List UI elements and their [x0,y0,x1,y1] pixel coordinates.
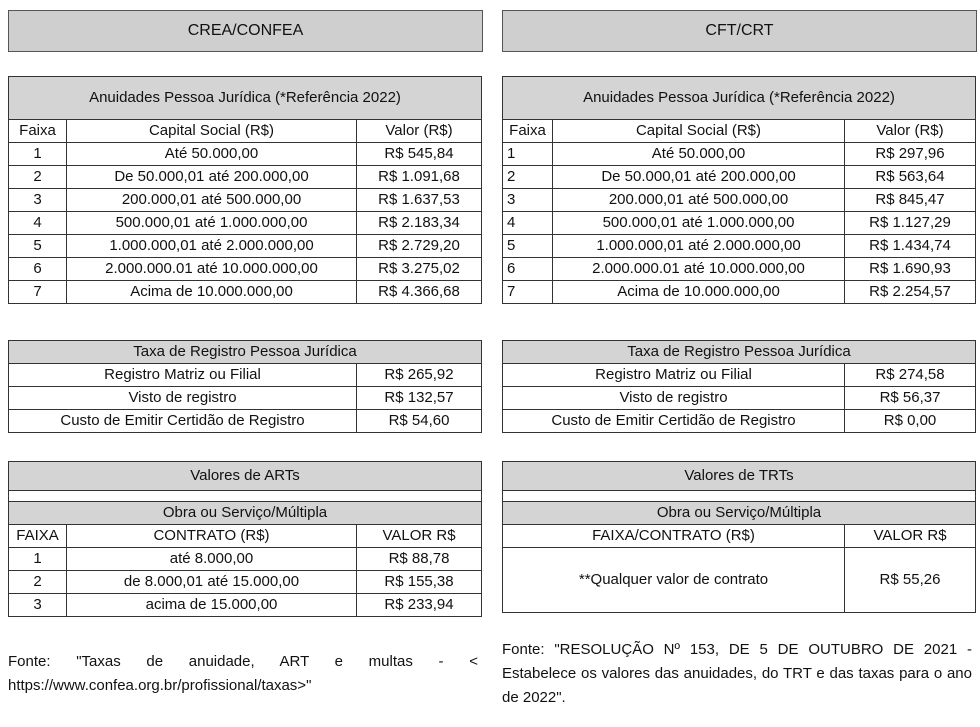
cft-trt-subtitle: Obra ou Serviço/Múltipla [503,502,976,525]
table-cell: 200.000,01 até 500.000,00 [67,189,357,212]
table-cell: R$ 563,64 [845,166,976,189]
table-cell: R$ 54,60 [357,410,482,433]
cft-source-note: Fonte: "RESOLUÇÃO Nº 153, DE 5 DE OUTUBRO DE 2021 - Estabelece os valores das anuidades, do TRT e das taxas para o ano de 2022". [502,641,972,706]
table-row [503,166,976,189]
table-cell: 7 [9,281,67,304]
table-cell: De 50.000,01 até 200.000,00 [553,166,845,189]
table-cell: 3 [9,189,67,212]
table-cell: R$ 56,37 [845,387,976,410]
table-row [9,189,482,212]
table-row [503,235,976,258]
table-cell: Até 50.000,00 [67,143,357,166]
table-cell: Visto de registro [9,387,357,410]
table-row [9,410,482,433]
table-cell: 6 [9,258,67,281]
table-cell: 3 [9,594,67,617]
table-cell: 3 [503,189,553,212]
table-cell: R$ 845,47 [845,189,976,212]
table-header-row [9,525,482,548]
table-header-row [503,525,976,548]
table-row [503,143,976,166]
table-row [9,594,482,617]
table-cell: 2.000.000.01 até 10.000.000,00 [553,258,845,281]
table-cell: 500.000,01 até 1.000.000,00 [553,212,845,235]
cft-registration-title: Taxa de Registro Pessoa Jurídica [503,341,976,364]
cft-header: CFT/CRT [502,10,977,52]
table-row [503,410,976,433]
table-cell: R$ 297,96 [845,143,976,166]
table-cell: 6 [503,258,553,281]
table-cell: Custo de Emitir Certidão de Registro [503,410,845,433]
table-cell: 2.000.000.01 até 10.000.000,00 [67,258,357,281]
table-cell: 500.000,01 até 1.000.000,00 [67,212,357,235]
blank-row [503,491,976,502]
column-header: VALOR R$ [845,525,976,548]
table-cell: Visto de registro [503,387,845,410]
table-cell: R$ 155,38 [357,571,482,594]
table-header-row [503,120,976,143]
table-row [9,364,482,387]
table-row [9,235,482,258]
table-cell: Acima de 10.000.000,00 [67,281,357,304]
table-cell: até 8.000,00 [67,548,357,571]
column-header: FAIXA/CONTRATO (R$) [503,525,845,548]
table-header-row [9,120,482,143]
table-row [503,189,976,212]
table-row [9,212,482,235]
table-cell: R$ 233,94 [357,594,482,617]
column-header: FAIXA [9,525,67,548]
table-cell: **Qualquer valor de contrato [503,548,845,613]
table-cell: 4 [503,212,553,235]
table-row [9,548,482,571]
crea-annuities-title: Anuidades Pessoa Jurídica (*Referência 2022) [9,77,482,120]
table-cell: 2 [9,166,67,189]
table-row [9,571,482,594]
table-cell: R$ 1.091,68 [357,166,482,189]
table-row [503,364,976,387]
table-cell: 7 [503,281,553,304]
table-cell: 1.000.000,01 até 2.000.000,00 [67,235,357,258]
table-cell: Registro Matriz ou Filial [503,364,845,387]
table-cell: Acima de 10.000.000,00 [553,281,845,304]
table-cell: de 8.000,01 até 15.000,00 [67,571,357,594]
table-row [503,387,976,410]
table-cell: R$ 3.275,02 [357,258,482,281]
crea-art-title: Valores de ARTs [9,462,482,491]
table-cell: 4 [9,212,67,235]
column-header: Capital Social (R$) [67,120,357,143]
cft-annuities-title: Anuidades Pessoa Jurídica (*Referência 2022) [503,77,976,120]
table-row [503,212,976,235]
table-cell: R$ 2.254,57 [845,281,976,304]
table-cell: 5 [9,235,67,258]
crea-source-note: Fonte: "Taxas de anuidade, ART e multas - < https://www.confea.org.br/profissional/taxas>" [8,653,478,694]
table-cell: 1 [9,548,67,571]
table-cell: R$ 0,00 [845,410,976,433]
table-cell: 1.000.000,01 até 2.000.000,00 [553,235,845,258]
table-row [503,258,976,281]
crea-header: CREA/CONFEA [8,10,483,52]
table-cell: R$ 1.637,53 [357,189,482,212]
crea-annuities-table [8,76,482,304]
blank-row [9,491,482,502]
table-cell: acima de 15.000,00 [67,594,357,617]
table-cell: R$ 265,92 [357,364,482,387]
table-cell: 1 [9,143,67,166]
table-cell: Custo de Emitir Certidão de Registro [9,410,357,433]
crea-art-table [8,461,482,617]
table-cell: 200.000,01 até 500.000,00 [553,189,845,212]
table-cell: R$ 55,26 [845,548,976,613]
table-cell: De 50.000,01 até 200.000,00 [67,166,357,189]
table-row [503,281,976,304]
column-header: VALOR R$ [357,525,482,548]
table-row [9,281,482,304]
cft-annuities-table [502,76,976,304]
table-cell: Registro Matriz ou Filial [9,364,357,387]
column-header: Capital Social (R$) [553,120,845,143]
table-cell: Até 50.000,00 [553,143,845,166]
table-row [9,387,482,410]
table-row [9,166,482,189]
column-header: Faixa [503,120,553,143]
table-cell: R$ 132,57 [357,387,482,410]
table-cell: 5 [503,235,553,258]
column-header: Faixa [9,120,67,143]
table-cell: R$ 4.366,68 [357,281,482,304]
table-cell: R$ 2.183,34 [357,212,482,235]
table-cell: 2 [503,166,553,189]
cft-trt-title: Valores de TRTs [503,462,976,491]
column-header: Valor (R$) [357,120,482,143]
table-cell: R$ 545,84 [357,143,482,166]
table-cell: R$ 88,78 [357,548,482,571]
column-header: Valor (R$) [845,120,976,143]
table-cell: R$ 2.729,20 [357,235,482,258]
column-header: CONTRATO (R$) [67,525,357,548]
crea-registration-title: Taxa de Registro Pessoa Jurídica [9,341,482,364]
table-row [9,143,482,166]
crea-registration-table [8,340,482,433]
table-row [503,548,976,613]
cft-registration-table [502,340,976,433]
table-row [9,258,482,281]
crea-art-subtitle: Obra ou Serviço/Múltipla [9,502,482,525]
table-cell: 2 [9,571,67,594]
table-cell: R$ 1.127,29 [845,212,976,235]
table-cell: 1 [503,143,553,166]
table-cell: R$ 274,58 [845,364,976,387]
table-cell: R$ 1.690,93 [845,258,976,281]
cft-trt-table [502,461,976,613]
table-cell: R$ 1.434,74 [845,235,976,258]
